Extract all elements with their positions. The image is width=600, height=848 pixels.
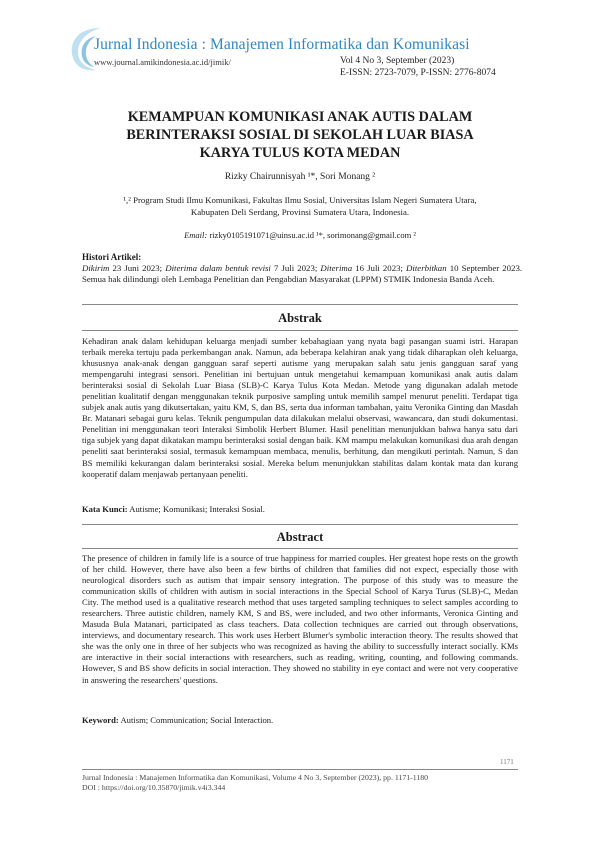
abstrak-keywords [82, 504, 518, 514]
journal-title: Jurnal Indonesia : Manajemen Informatika dan Komunikasi [94, 36, 470, 53]
paper-title-line: KARYA TULUS KOTA MEDAN [199, 145, 401, 161]
rights-statement: Semua hak dilindungi oleh Lembaga Penelitian dan Pengabdian Masyarakat (LPPM) STMIK Indonesia Banda Aceh. [82, 274, 495, 285]
citation-line [82, 773, 522, 783]
abstract-heading: Abstract [276, 530, 324, 544]
keywords-text: Autisme; Komunikasi; Interaksi Sosial. [129, 504, 265, 514]
divider [82, 548, 518, 549]
published-date: 10 September 2023. [449, 263, 523, 274]
abstract-keywords [82, 715, 518, 725]
citation-journal: Jurnal Indonesia : Manajemen Informatika dan Komunikasi, [82, 773, 271, 782]
email-addresses[interactable]: rizky0105191071@uinsu.ac.id ¹*, sorimonang@gmail.com ² [209, 230, 416, 240]
keywords-label: Keyword: [82, 715, 119, 725]
affiliation [110, 195, 490, 218]
accepted-label: Diterima [320, 263, 353, 274]
authors: Rizky Chairunnisyah ¹*, Sori Monang ² [224, 172, 376, 182]
published-label: Diterbitkan [406, 263, 447, 274]
affiliation-line: ¹,² Program Studi Ilmu Komunikasi, Fakultas Ilmu Sosial, Universitas Islam Negeri Sumatera Utara, [123, 195, 477, 205]
journal-url[interactable]: www.journal.amikindonesia.ac.id/jimik/ [94, 57, 231, 67]
accepted-date: 16 Juli 2023; [355, 263, 403, 274]
received-label: Dikirim [82, 263, 110, 274]
journal-issn: E-ISSN: 2723-7079, P-ISSN: 2776-8074 [340, 68, 496, 78]
paper-title-line: BERINTERAKSI SOSIAL DI SEKOLAH LUAR BIASA [126, 127, 474, 143]
footer-citation [82, 773, 522, 793]
doi-link[interactable]: DOI : https://doi.org/10.35870/jimik.v4i3.344 [82, 783, 226, 792]
journal-volume-info [340, 55, 545, 79]
article-history [82, 252, 522, 286]
received-date: 23 Juni 2023; [112, 263, 163, 274]
abstract-body: The presence of children in family life is a source of true happiness for married couples. Her greatest hope rests on the growth of her child. However, there have also been a few births of children that families did not expect, especially those with neurological disorders such as autism that impair sensory integration. The purpose of this study was to measure the communication skills of children with autism in social interactions in the Special School of Karya Turus (SLB)-C, Medan City. The method used is a qualitative research method that uses targeted sampling techniques to select samples according to researchers. Three autistic children, namely KM, S and BS, were included, and two other informants, Veronica Ginting and Masuda Bula Matanari, participated as class teachers. Data collection techniques are carried out through observations, interviews, and documentary research. This work uses Herbert Blumer's symbolic interaction theory. The results showed that she was the only one in three of her subjects who was recognized as having the ability to successfully interact socially. KMs are interactive in their social interactions with researchers, such as reading, writing, counting, and following commands. However, S and BS show deficits in social interaction. They showed no stability in eye contact and were not very cooperative in answering the researchers' questions. [82, 553, 518, 685]
abstrak-heading: Abstrak [278, 311, 322, 325]
divider [82, 524, 518, 525]
paper-title [80, 108, 520, 162]
email-label: Email: [184, 230, 208, 240]
paper-title-line: KEMAMPUAN KOMUNIKASI ANAK AUTIS DALAM [127, 109, 473, 125]
revised-date: 7 Juli 2023; [273, 263, 318, 274]
page-number: 1171 [500, 758, 514, 766]
keywords-text: Autism; Communication; Social Interaction. [120, 715, 274, 725]
author-emails [0, 230, 600, 240]
revised-label: Diterima dalam bentuk revisi [165, 263, 271, 274]
history-label: Histori Artikel: [82, 252, 142, 262]
abstrak-body: Kehadiran anak dalam kehidupan keluarga menjadi sumber kebahagiaan yang nyata bagi pasangan suami istri. Harapan terbaik mereka tertuju pada perkembangan anak. Namun, ada beberapa kelahiran anak yang tidak diharapkan oleh keluarga, khususnya anak-anak dengan gangguan saraf seperti autisme yang merupakan salah satu jenis gangguan saraf yang mempengaruhi integrasi sensori. Penelitian ini bertujuan untuk mengetahui kemampuan komunikasi anak autis dalam berinteraksi sosial di Sekolah Luar Biasa (SLB)-C Karya Tulus Kota Medan. Metode yang digunakan adalah metode penelitian kualitatif dengan menggunakan teknik purposive sampling untuk memilih sampel menurut peneliti. Terdapat tiga subjek anak autis yang dikutsertakan, yaitu KM, S, dan BS, serta dua informan tambahan, yaitu Veronika Ginting dan Masdah Br. Matanari sebagai guru kelas. Teknik pengumpulan data dilakukan melalui observasi, wawancara, dan studi dokumentasi. Penelitian ini menggunakan teori Interaksi Simbolik Herbert Blumer. Hasil penelitian menunjukkan bahwa hanya satu dari tiga subjek yang dapat dikatakan mampu berinteraksi sosial dengan baik. KM mampu melakukan komunikasi dua arah dengan peneliti saat berinteraksi sosial, termasuk kemampuan membaca, menulis, berhitung, dan mengikuti perintah. Namun, S dan BS memiliki kekurangan dalam berinteraksi sosial. Mereka belum menunjukkan stabilitas dalam kontak mata dan kurang kooperatif dalam menjawab pertanyaan peneliti. [82, 336, 518, 479]
citation-details: Volume 4 No 3, September (2023), pp. 1171-1180 [271, 773, 429, 782]
history-text [82, 263, 522, 285]
divider [82, 304, 518, 305]
affiliation-line: Kabupaten Deli Serdang, Provinsi Sumatera Utara, Indonesia. [190, 206, 410, 217]
divider [82, 330, 518, 331]
keywords-label: Kata Kunci: [82, 504, 128, 514]
footer-divider [82, 769, 518, 770]
journal-volume: Vol 4 No 3, September (2023) [340, 56, 455, 66]
